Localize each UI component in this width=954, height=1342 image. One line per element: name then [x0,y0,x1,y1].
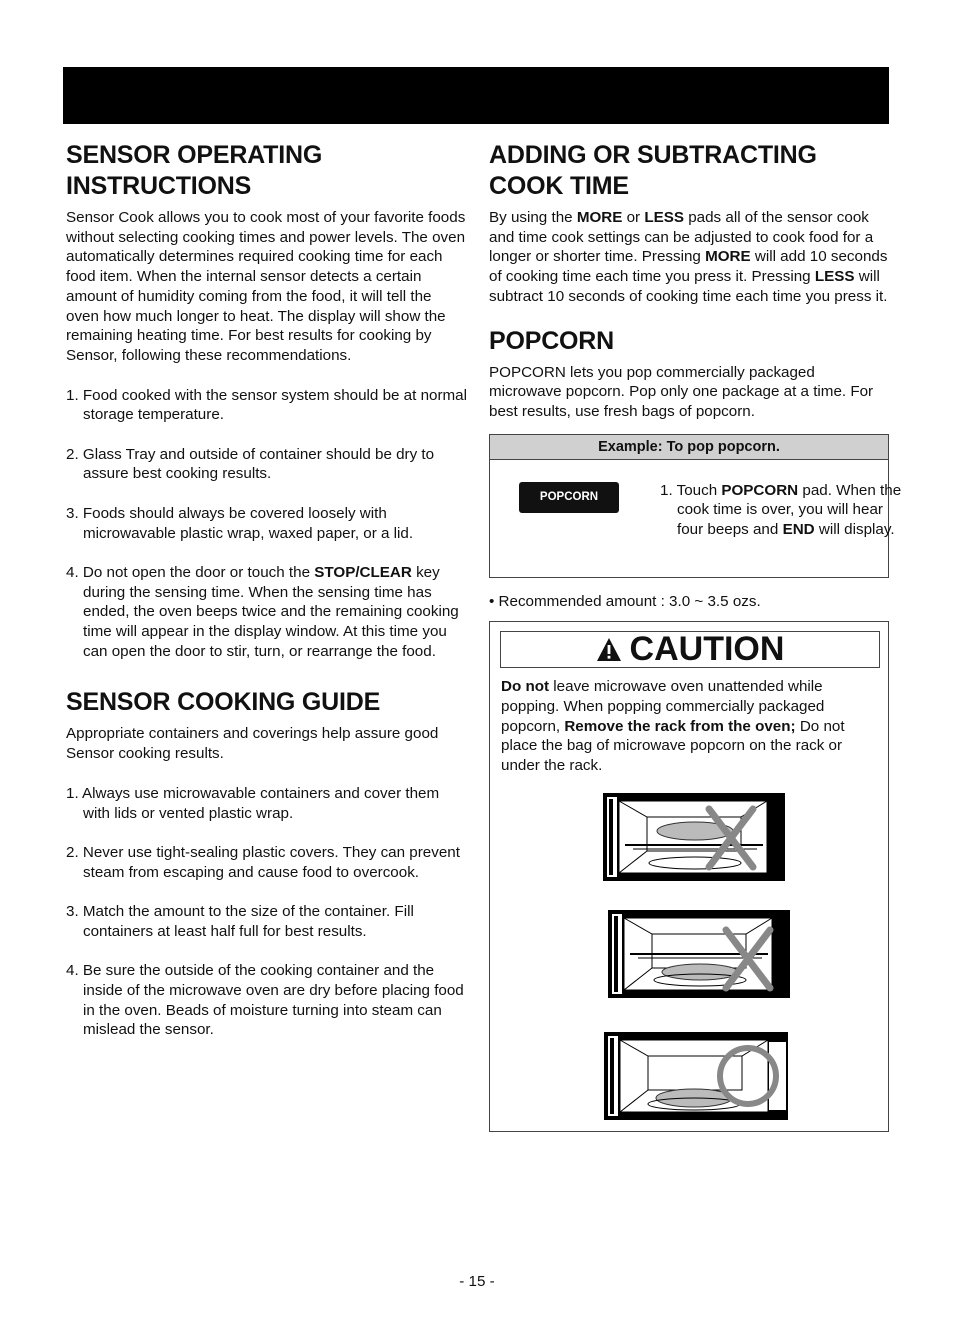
caution-box [489,621,889,1132]
example-header: Example: To pop popcorn. [490,435,888,460]
sensor-guide-list [66,784,468,1040]
list-item: 4. Be sure the outside of the cooking container and the inside of the microwave oven are dry before placing food in the oven. Beads of moisture turning into steam can mislead the sensor. [66,962,464,1039]
sensor-guide-intro: Appropriate containers and coverings help assure good Sensor cooking results. [66,725,439,763]
stop-clear-key: STOP/CLEAR [314,563,412,581]
item4-post: key during the sensing time. When the sensing time has ended, the oven beeps twice and the remaining cooking time will appear in the display window. At this time you can open the door to stir, turn, or rearrange the food. [83,563,459,660]
end-display: END [782,521,815,539]
text-run: 1. Touch [660,481,722,499]
left-column [66,140,468,1040]
popcorn-button[interactable]: POPCORN [519,482,619,513]
adding-text [489,208,889,307]
list-item: 1. Always use microwavable containers and cover them with lids or vented plastic wrap. [66,784,440,822]
oven-popcorn-no-rack-illustration [604,1032,788,1120]
popcorn-title: POPCORN [489,326,615,355]
warning-triangle-icon [596,637,622,663]
do-not-emphasis: Do not [501,678,550,696]
list-item [66,563,468,662]
text-run: or [622,209,645,226]
sensor-guide-title: SENSOR COOKING GUIDE [66,688,381,717]
list-item: 3. Foods should always be covered loosely with microwavable plastic wrap, waxed paper, or a lid. [66,504,414,542]
list-item: 2. Glass Tray and outside of container should be dry to assure best cooking results. [66,445,435,483]
right-column [489,140,902,1132]
less-pad: LESS [644,209,684,226]
adding-title: ADDING OR SUBTRACTING COOK TIME [489,141,817,200]
sensor-operating-intro: Sensor Cook allows you to cook most of your favorite foods without selecting cooking times and power levels. The oven automatically determines required cooking time for each food item. When the internal sensor detects a certain amount of humidity coming from the food, it will tell the oven how much longer to heat. The display will show the remaining heating time. For best results for cooking by Sensor, following these recommendations. [66,209,466,364]
caution-text [501,677,881,776]
less-pad: LESS [814,268,855,286]
text-run: Do not place the bag of microwave popcorn on the rack or under the rack. [501,717,845,775]
page-number: - 15 - [459,1273,495,1290]
text-run: will add 10 seconds of cooking time each time you press it. Pressing [489,248,888,286]
item4-pre: 4. Do not open the door or touch the [66,563,315,581]
text-run: will display. [814,521,895,539]
text-run: will subtract 10 seconds of cooking time each time you press it. [489,268,888,305]
remove-rack-emphasis: Remove the rack from the oven; [564,717,796,735]
list-item: 3. Match the amount to the size of the container. Fill containers at least half full for best results. [66,903,414,940]
text-run: pad. When the cook time is over, you will hear four beeps and [677,481,902,539]
popcorn-intro: POPCORN lets you pop commercially packaged microwave popcorn. Pop only one package at a time. For best results, use fresh bags of popcorn. [489,363,874,420]
list-item: 1. Food cooked with the sensor system should be at normal storage temperature. [66,386,467,424]
caution-title [500,631,880,668]
oven-popcorn-on-rack-illustration [603,793,785,881]
oven-popcorn-under-rack-illustration [608,910,790,998]
sensor-operating-title: SENSOR OPERATING INSTRUCTIONS [66,141,323,200]
text-run: By using the [489,209,577,226]
list-item: 2. Never use tight-sealing plastic covers. They can prevent steam from escaping and cause food to overcook. [66,843,460,881]
text-run: pads all of the sensor cook and time cook settings can be adjusted to cook food for a longer or shorter time. Pressing [489,209,874,266]
text-run: leave microwave oven unattended while popping. When popping commercially packaged popcorn, [501,678,825,735]
example-box [489,434,902,578]
example-step [660,481,907,540]
more-pad: MORE [576,209,623,226]
header-bar [63,67,889,124]
more-pad: MORE [705,248,751,266]
popcorn-pad: POPCORN [721,481,799,499]
recommended-amount: • Recommended amount : 3.0 ~ 3.5 ozs. [489,592,761,610]
sensor-operating-list [66,386,468,662]
caution-label: CAUTION [629,630,785,669]
